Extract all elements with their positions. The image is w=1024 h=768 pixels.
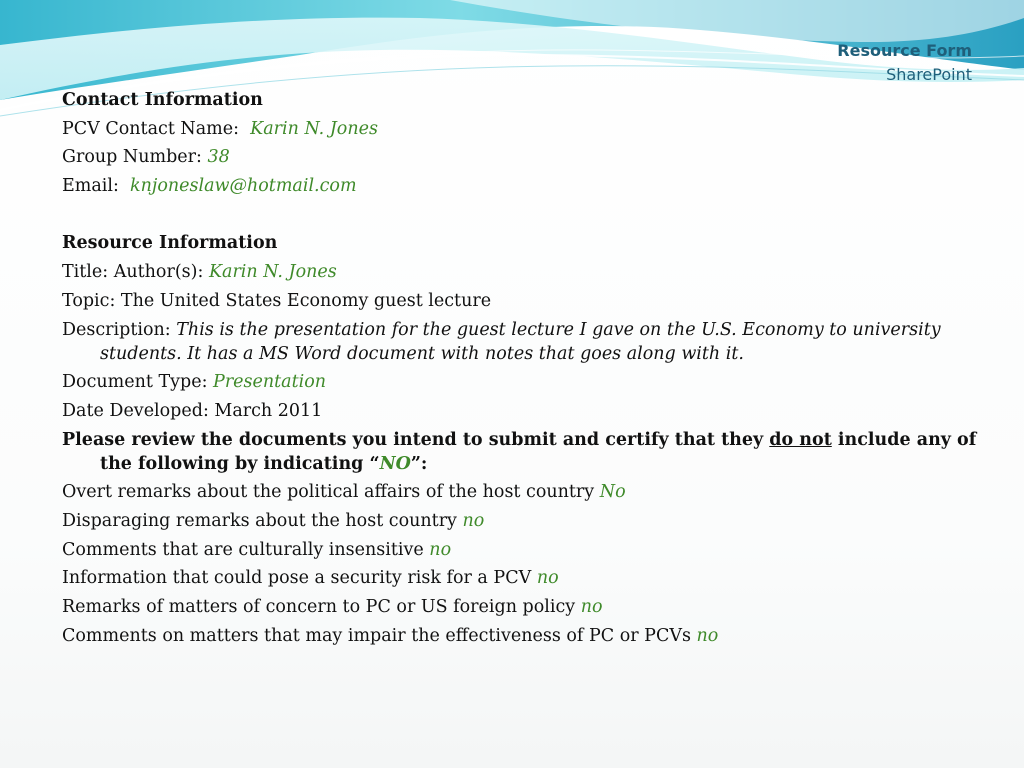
title-author-label: Title: Author(s): xyxy=(62,262,204,283)
resource-heading: Resource Information xyxy=(62,233,278,254)
checklist-item xyxy=(62,566,982,590)
document-type-value: Presentation xyxy=(213,372,327,393)
section-spacer xyxy=(62,203,982,232)
checklist-item-value: no xyxy=(462,510,485,531)
checklist-item-value: no xyxy=(696,625,719,646)
review-instruction xyxy=(62,428,982,476)
description-label: Description: xyxy=(62,319,171,340)
pcv-contact-label: PCV Contact Name: xyxy=(62,118,240,139)
checklist-item-value: no xyxy=(429,539,452,560)
contact-heading: Contact Information xyxy=(62,90,263,110)
description-row xyxy=(62,318,982,366)
title-author-row xyxy=(62,260,982,284)
date-developed-row: Date Developed: March 2011 xyxy=(62,400,323,421)
checklist-item-label: Information that could pose a security risk for a PCV xyxy=(62,568,532,589)
checklist-item xyxy=(62,595,982,619)
email-row xyxy=(62,174,982,198)
checklist-item xyxy=(62,624,982,648)
review-text-underline: do not xyxy=(769,429,832,450)
review-text-part2: include any of the following by indicating “ xyxy=(100,429,977,474)
description-value: This is the presentation for the guest lecture I gave on the U.S. Economy to university students. It has a MS Word document with notes that goes along with it. xyxy=(100,319,941,364)
checklist-item xyxy=(62,509,982,533)
review-no-value: NO xyxy=(379,453,411,474)
email-value: knjoneslaw@hotmail.com xyxy=(130,176,357,197)
review-text-part1: Please review the documents you intend to submit and certify that they xyxy=(62,429,764,450)
group-number-row xyxy=(62,145,982,169)
checklist-item-value: no xyxy=(536,568,559,589)
pcv-contact-row xyxy=(62,117,982,141)
checklist-item-label: Comments that are culturally insensitive xyxy=(62,539,424,560)
group-number-label: Group Number: xyxy=(62,147,202,168)
document-type-row xyxy=(62,370,982,394)
group-number-value: 38 xyxy=(207,147,230,168)
checklist-item xyxy=(62,538,982,562)
checklist-item-label: Overt remarks about the political affairs of the host country xyxy=(62,482,595,503)
header-title: Resource Form xyxy=(837,41,972,60)
email-label: Email: xyxy=(62,176,119,197)
document-type-label: Document Type: xyxy=(62,372,208,393)
header-subtitle: SharePoint xyxy=(886,65,972,84)
title-author-value: Karin N. Jones xyxy=(208,262,337,283)
pcv-contact-value: Karin N. Jones xyxy=(250,118,378,139)
topic-row: Topic: The United States Economy guest lecture xyxy=(62,290,492,311)
header xyxy=(837,39,972,87)
checklist-item-value: no xyxy=(580,597,603,617)
checklist-item xyxy=(62,480,982,504)
checklist-item-label: Disparaging remarks about the host country xyxy=(62,510,457,531)
checklist-item-label: Remarks of matters of concern to PC or US foreign policy xyxy=(62,597,576,617)
form-content xyxy=(62,88,982,652)
checklist-item-value: No xyxy=(599,482,626,503)
checklist-item-label: Comments on matters that may impair the effectiveness of PC or PCVs xyxy=(62,625,691,646)
review-text-part3: ”: xyxy=(410,453,428,474)
